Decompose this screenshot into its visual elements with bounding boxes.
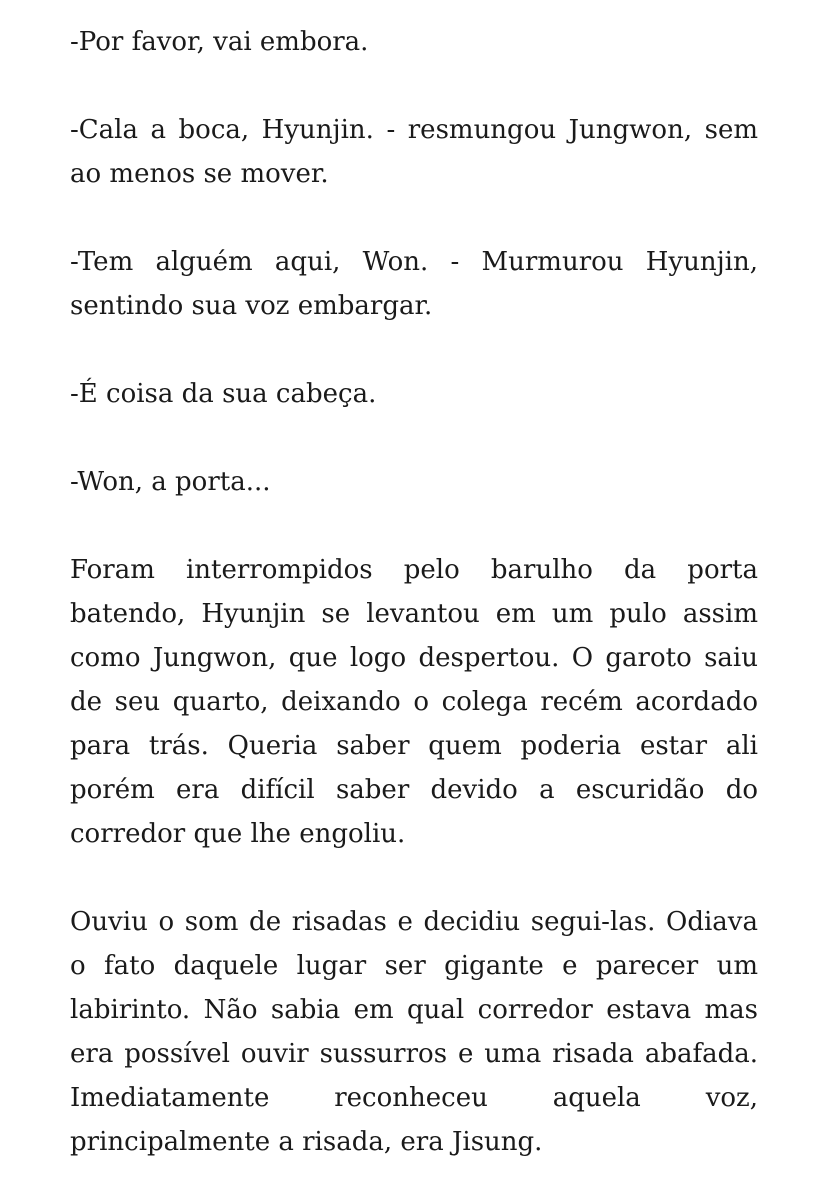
story-text xyxy=(70,20,758,1164)
paragraph-4: -É coisa da sua cabeça. xyxy=(70,379,377,409)
paragraph-1: -Por favor, vai embora. xyxy=(70,27,369,57)
paragraph-3: -Tem alguém aqui, Won. - Murmurou Hyunjin, sentindo sua voz embargar. xyxy=(70,247,758,321)
paragraph-2: -Cala a boca, Hyunjin. - resmungou Jungwon, sem ao menos se mover. xyxy=(70,115,758,189)
paragraph-5: -Won, a porta... xyxy=(70,467,271,497)
paragraph-7: Ouviu o som de risadas e decidiu segui-las. Odiava o fato daquele lugar ser gigante e parecer um labirinto. Não sabia em qual corredor estava mas era possível ouvir sussurros e uma risada abafada. Imediatamente reconheceu aquela voz, principalmente a risada, era Jisung. xyxy=(70,907,758,1157)
paragraph-6: Foram interrompidos pelo barulho da porta batendo, Hyunjin se levantou em um pulo assim como Jungwon, que logo despertou. O garoto saiu de seu quarto, deixando o colega recém acordado para trás. Queria saber quem poderia estar ali porém era difícil saber devido a escuridão do corredor que lhe engoliu. xyxy=(70,555,758,849)
